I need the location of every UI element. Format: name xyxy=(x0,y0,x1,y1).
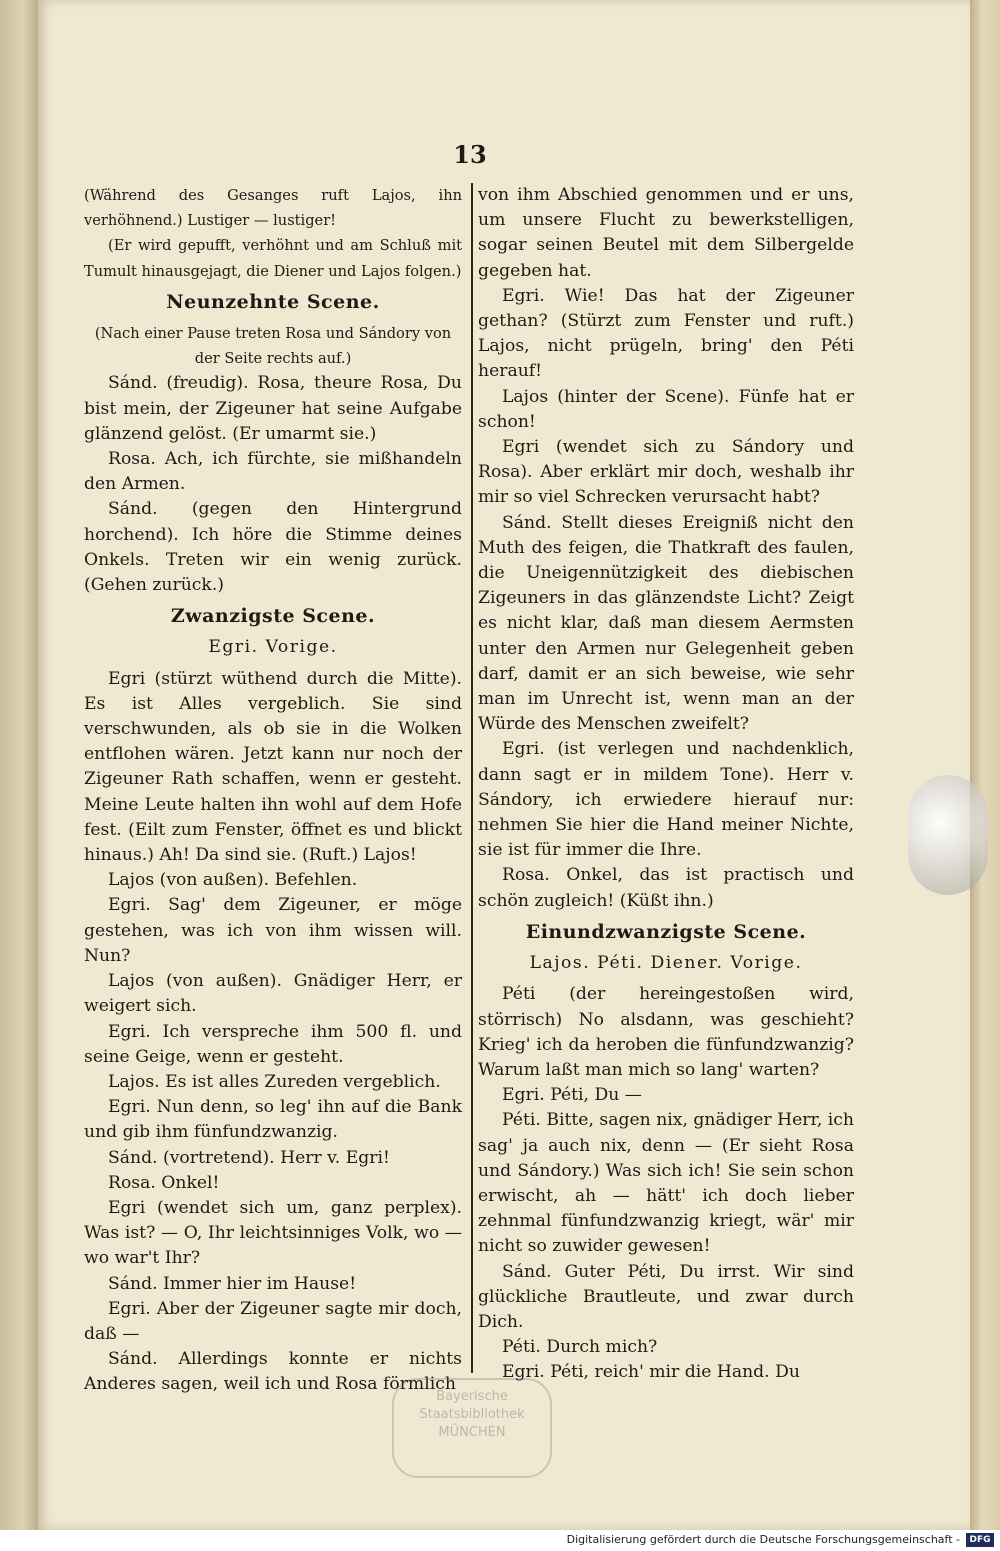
dialogue-line: Sánd. Guter Péti, Du irrst. Wir sind glückliche Brautleute, und zwar durch Dich. xyxy=(478,1261,854,1332)
scene-heading: Zwanzigste Scene. xyxy=(170,605,376,628)
stage-direction: (Er wird gepufft, verhöhnt und am Schluß mit Tumult hinausgejagt, die Diener und Lajos folgen.) xyxy=(84,237,462,280)
stamp-line: Staatsbibliothek xyxy=(419,1407,525,1422)
dialogue-line: Egri. Aber der Zigeuner sagte mir doch, daß — xyxy=(84,1298,462,1344)
page-edge xyxy=(970,0,1000,1551)
dialogue-line: Lajos (hinter der Scene). Fünfe hat er schon! xyxy=(478,386,854,432)
dialogue-line: Egri (wendet sich zu Sándory und Rosa). Aber erklärt mir doch, weshalb ihr mir so viel Schrecken verursacht habt? xyxy=(478,437,854,508)
dialogue-line: Péti. Durch mich? xyxy=(502,1337,658,1358)
library-stamp xyxy=(392,1378,552,1478)
dialogue-line: Sánd. Stellt dieses Ereigniß nicht den Muth des feigen, die Thatkraft des faulen, die Uneigennützigkeit des diebischen Zigeuners in das glänzendste Licht? Zeigt es nicht klar, daß man diesem Aermsten unter den Armen nur Gelegenheit geben darf, damit er an sich beweise, wie sehr man im Unrecht ist, wenn man an der Würde des Menschen zweifelt? xyxy=(478,512,854,735)
dialogue-line: Lajos. Es ist alles Zureden vergeblich. xyxy=(108,1071,441,1092)
dialogue-line: Egri (stürzt wüthend durch die Mitte). Es ist Alles vergeblich. Sie sind verschwunden, als ob sie in die Wolken entflohen wären. Jetzt kann nur noch der Zigeuner Rath schaffen, wenn er gesteht. Meine Leute halten ihn wohl auf dem Hofe fest. (Eilt zum Fenster, öffnet es und blickt hinaus.) Ah! Da sind sie. (Ruft.) Lajos! xyxy=(84,668,462,866)
dialogue-line: Egri. (ist verlegen und nachdenklich, dann sagt er in mildem Tone). Herr v. Sándory, ich erwiedere hierauf nur: nehmen Sie hier die Hand meiner Nichte, sie ist für immer die Ihre. xyxy=(478,739,854,861)
dialogue-line: Rosa. Ach, ich fürchte, sie mißhandeln den Armen. xyxy=(84,449,462,495)
dialogue-line: Lajos (von außen). Gnädiger Herr, er weigert sich. xyxy=(84,971,462,1017)
right-column xyxy=(478,183,854,1386)
dialogue-line: Sánd. (gegen den Hintergrund horchend). Ich höre die Stimme deines Onkels. Treten wir ein wenig zurück. (Gehen zurück.) xyxy=(84,499,462,596)
dialogue-line: Sánd. Allerdings konnte er nichts Anderes sagen, weil ich und Rosa förmlich xyxy=(84,1349,462,1395)
dialogue-line: Rosa. Onkel, das ist practisch und schön zugleich! (Küßt ihn.) xyxy=(478,865,854,911)
dialogue-line: Sánd. (freudig). Rosa, theure Rosa, Du bist mein, der Zigeuner hat seine Aufgabe glänzend gelöst. (Er umarmt sie.) xyxy=(84,373,462,444)
binding-gutter xyxy=(0,0,38,1551)
page-number: 13 xyxy=(453,140,487,169)
footer-credit: Digitalisierung gefördert durch die Deutsche Forschungsgemeinschaft - xyxy=(566,1533,960,1546)
dialogue-line: Sánd. (vortretend). Herr v. Egri! xyxy=(108,1147,390,1168)
left-column xyxy=(84,183,462,1398)
dialogue-line: Egri. Péti, reich' mir die Hand. Du xyxy=(502,1362,800,1383)
dialogue-line: Sánd. Immer hier im Hause! xyxy=(108,1273,357,1294)
dialogue-line: Egri (wendet sich um, ganz perplex). Was ist? — O, Ihr leichtsinniges Volk, wo — wo war't Ihr? xyxy=(84,1197,462,1269)
dialogue-line: Egri. Wie! Das hat der Zigeuner gethan? (Stürzt zum Fenster und ruft.) Lajos, nicht prügeln, bring' den Péti herauf! xyxy=(478,285,854,382)
scene-heading: Neunzehnte Scene. xyxy=(166,290,380,313)
stamp-line: MÜNCHEN xyxy=(438,1425,506,1440)
cast-list: Egri. Vorige. xyxy=(208,637,338,658)
stage-direction: (Während des Gesanges ruft Lajos, ihn verhöhnend.) Lustiger — lustiger! xyxy=(84,187,462,230)
stamp-line: Bayerische xyxy=(436,1389,508,1404)
dialogue-line: Egri. Nun denn, so leg' ihn auf die Bank und gib ihm fünfundzwanzig. xyxy=(84,1097,462,1143)
scene-heading: Einundzwanzigste Scene. xyxy=(525,920,807,943)
dialogue-line: Egri. Ich verspreche ihm 500 fl. und seine Geige, wenn er gesteht. xyxy=(84,1021,462,1067)
dialogue-line: Péti (der hereingestoßen wird, störrisch) No alsdann, was geschieht? Krieg' ich da heroben die fünfundzwanzig? Warum laßt man mich so lang' warten? xyxy=(478,984,854,1080)
column-divider xyxy=(471,183,473,1373)
dialogue-continuation: von ihm Abschied genommen und er uns, um unsere Flucht zu bewerkstelligen, sogar seinen Beutel mit dem Silbergelde gegeben hat. xyxy=(478,185,854,281)
page-weight-glass xyxy=(908,775,988,895)
dialogue-line: Lajos (von außen). Befehlen. xyxy=(108,870,358,891)
stage-direction: (Nach einer Pause treten Rosa und Sándory von der Seite rechts auf.) xyxy=(94,325,452,368)
dialogue-line: Rosa. Onkel! xyxy=(108,1172,220,1193)
dialogue-line: Egri. Sag' dem Zigeuner, er möge gestehen, was ich von ihm wissen will. Nun? xyxy=(84,895,462,966)
dfg-logo: DFG xyxy=(966,1533,994,1547)
dialogue-line: Egri. Péti, Du — xyxy=(502,1085,642,1106)
dialogue-line: Péti. Bitte, sagen nix, gnädiger Herr, ich sag' ja auch nix, denn — (Er sieht Rosa und Sándory.) Was sich ich! Sie sein schon erwischt, ah — hätt' ich doch lieber zehnmal fünfundzwanzig kriegt, wär' mir nicht so zuwider gewesen! xyxy=(478,1110,854,1257)
cast-list: Lajos. Péti. Diener. Vorige. xyxy=(529,953,803,974)
